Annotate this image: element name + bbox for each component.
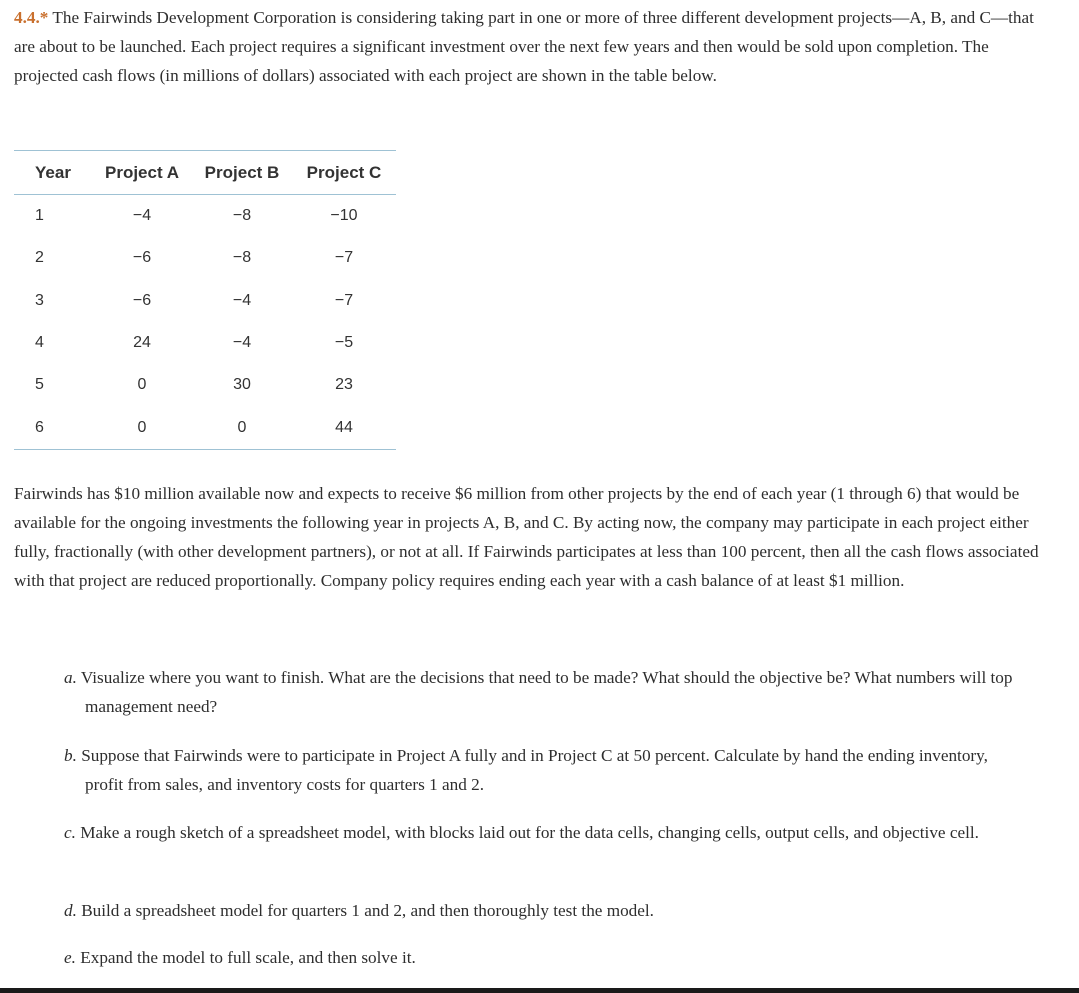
cell-project-c: −5: [334, 334, 354, 352]
part-c-text: Make a rough sketch of a spreadsheet model, with blocks laid out for the data cells, changing cells, output cells, and objective cell.: [75, 823, 979, 842]
cell-project-a: 0: [137, 376, 147, 394]
problem-number: 4.4.*: [14, 8, 49, 27]
cell-project-c: −10: [330, 207, 358, 225]
cell-year: 5: [35, 376, 44, 394]
problem-intro-text: The Fairwinds Development Corporation is considering taking part in one or more of three different development projects—A, B, and C—that are about to be launched. Each project requires a significant investment over the next few years and then would be sold upon completion. The projected cash flows (in millions of dollars) associated with each project are shown in the table below.: [14, 8, 1034, 85]
funding-paragraph: Fairwinds has $10 million available now and expects to receive $6 million from other projects by the end of each year (1 through 6) that would be available for the ongoing investments the following year in projects A, B, and C. By acting now, the company may participate in each project either fully, fractionally (with other development partners), or not at all. If Fairwinds participates at less than 100 percent, then all the cash flows associated with that project are reduced proportionally. Company policy requires ending each year with a cash balance of at least $1 million.: [14, 484, 1039, 590]
table-row: [14, 237, 396, 279]
part-c-letter: c.: [64, 823, 76, 842]
cell-project-a: −6: [132, 291, 152, 309]
part-b: [64, 741, 1014, 799]
cell-year: 1: [35, 207, 44, 225]
part-c: [64, 818, 1014, 847]
cash-flow-table: [14, 150, 396, 450]
cell-project-c: −7: [334, 291, 354, 309]
table-header-row: [14, 151, 396, 195]
cell-project-a: 24: [133, 334, 151, 352]
part-d-letter: d.: [64, 901, 77, 920]
part-a-text: Visualize where you want to finish. What are the decisions that need to be made? What should the objective be? What numbers will top management need?: [76, 668, 1013, 716]
table-row: [14, 280, 396, 322]
part-b-text: Suppose that Fairwinds were to participate in Project A fully and in Project C at 50 percent. Calculate by hand the ending inventory, profit from sales, and inventory costs for quarters 1 and 2.: [76, 746, 988, 794]
bottom-edge-bar: [0, 988, 1079, 993]
cell-year: 6: [35, 418, 44, 436]
table-row: [14, 364, 396, 406]
table-row: [14, 406, 396, 449]
table-row: [14, 195, 396, 238]
problem-intro: [14, 3, 1054, 90]
cash-flow-table-wrap: [14, 150, 396, 450]
part-e: [64, 943, 1014, 972]
cell-project-b: −8: [232, 207, 252, 225]
table-row: [14, 322, 396, 364]
cell-project-b: 30: [233, 376, 251, 394]
cell-project-a: −6: [132, 249, 152, 267]
cell-project-b: −8: [232, 249, 252, 267]
part-a: [64, 663, 1014, 721]
cell-project-a: −4: [132, 207, 152, 225]
cell-year: 2: [35, 249, 44, 267]
part-e-letter: e.: [64, 948, 76, 967]
cell-project-b: 0: [237, 418, 247, 436]
cell-project-c: 23: [335, 376, 353, 394]
header-project-a: Project A: [104, 162, 179, 182]
cell-year: 3: [35, 291, 44, 309]
part-e-text: Expand the model to full scale, and then solve it.: [75, 948, 416, 967]
cell-project-a: 0: [137, 418, 147, 436]
header-project-b: Project B: [204, 162, 280, 182]
part-b-letter: b.: [64, 746, 77, 765]
cell-project-b: −4: [232, 291, 252, 309]
cell-project-c: −7: [334, 249, 354, 267]
header-year: Year: [35, 162, 71, 182]
header-project-c: Project C: [306, 162, 382, 182]
part-d: [64, 896, 1014, 925]
part-a-letter: a.: [64, 668, 77, 687]
problem-star-marker: *: [39, 8, 49, 27]
part-d-text: Build a spreadsheet model for quarters 1 and 2, and then thoroughly test the model.: [76, 901, 654, 920]
cell-project-b: −4: [232, 334, 252, 352]
cell-project-c: 44: [335, 418, 353, 436]
cell-year: 4: [35, 334, 44, 352]
